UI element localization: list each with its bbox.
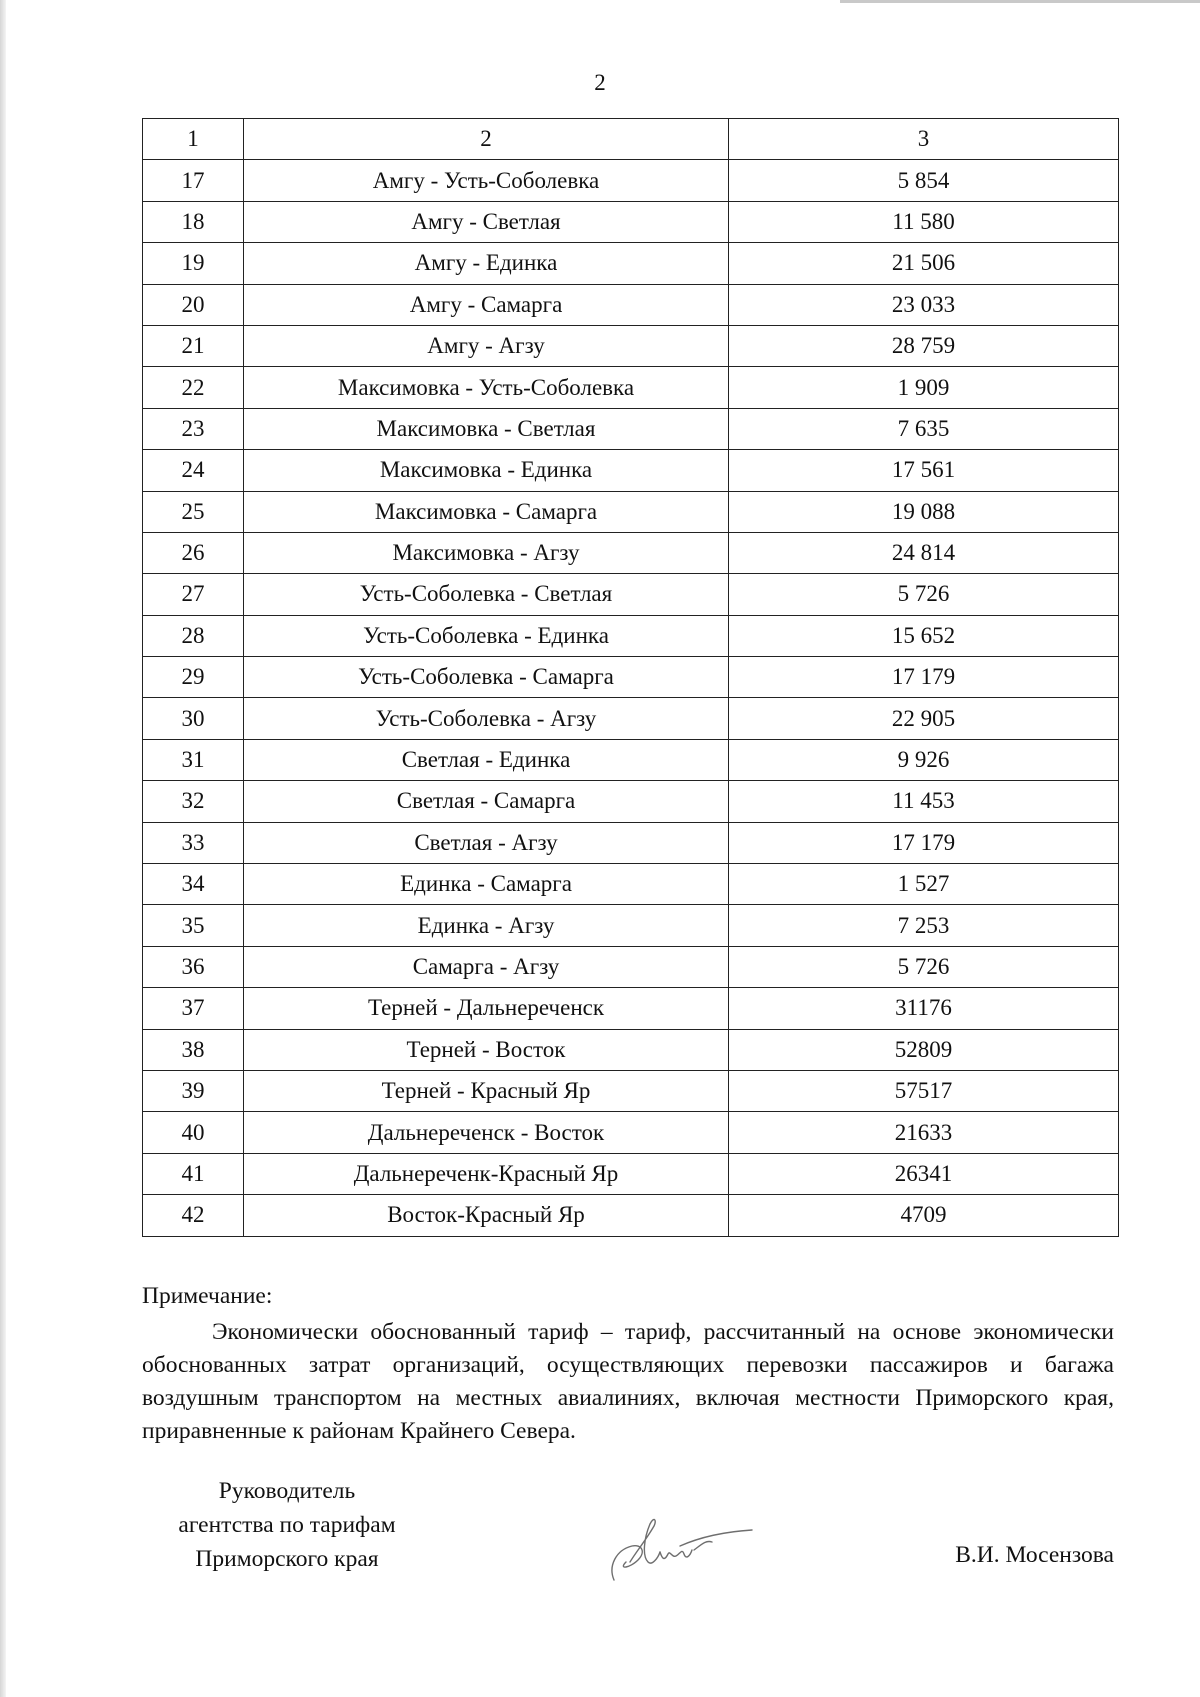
route-cell: Максимовка - Агзу	[244, 532, 729, 573]
route-cell: Усть-Соболевка - Светлая	[244, 574, 729, 615]
tariff-cell: 19 088	[729, 491, 1119, 532]
tariff-cell: 22 905	[729, 698, 1119, 739]
route-cell: Максимовка - Единка	[244, 450, 729, 491]
table-header-row	[143, 119, 1119, 160]
note-title: Примечание:	[142, 1283, 273, 1309]
tariff-cell: 9 926	[729, 739, 1119, 780]
route-cell: Дальнереченк-Красный Яр	[244, 1153, 729, 1194]
column-header-tariff: 3	[729, 119, 1119, 160]
route-cell: Единка - Самарга	[244, 864, 729, 905]
route-cell: Максимовка - Самарга	[244, 491, 729, 532]
row-number-cell: 41	[143, 1153, 244, 1194]
row-number-cell: 19	[143, 243, 244, 284]
row-number-cell: 31	[143, 739, 244, 780]
row-number-cell: 26	[143, 532, 244, 573]
row-number-cell: 33	[143, 822, 244, 863]
scan-edge-top	[840, 0, 1200, 3]
page-number: 2	[594, 70, 606, 95]
row-number-cell: 34	[143, 864, 244, 905]
note-text: Экономически обоснованный тариф – тариф, рассчитанный на основе экономически обоснованных затрат организаций, осуществляющих перевозки пассажиров и багажа воздушным транспортом на местных авиалиниях, включая местности Приморского края, приравненные к районам Крайнего Севера.	[142, 1319, 1114, 1444]
route-cell: Терней - Восток	[244, 1029, 729, 1070]
tariff-cell: 23 033	[729, 284, 1119, 325]
table-row	[143, 450, 1119, 491]
table-row	[143, 491, 1119, 532]
tariff-cell: 26341	[729, 1153, 1119, 1194]
row-number-cell: 22	[143, 367, 244, 408]
tariff-cell: 5 854	[729, 160, 1119, 201]
table-row	[143, 864, 1119, 905]
row-number-cell: 24	[143, 450, 244, 491]
tariff-cell: 31176	[729, 988, 1119, 1029]
tariff-table	[142, 118, 1119, 1237]
tariff-cell: 52809	[729, 1029, 1119, 1070]
table-row	[143, 946, 1119, 987]
tariff-cell: 24 814	[729, 532, 1119, 573]
route-cell: Дальнереченск - Восток	[244, 1112, 729, 1153]
tariff-cell: 5 726	[729, 946, 1119, 987]
tariff-cell: 17 179	[729, 822, 1119, 863]
tariff-cell: 7 635	[729, 408, 1119, 449]
table-body	[143, 160, 1119, 1236]
table-row	[143, 408, 1119, 449]
table-row	[143, 160, 1119, 201]
route-cell: Усть-Соболевка - Единка	[244, 615, 729, 656]
tariff-cell: 28 759	[729, 325, 1119, 366]
row-number-cell: 27	[143, 574, 244, 615]
column-header-route: 2	[244, 119, 729, 160]
tariff-cell: 5 726	[729, 574, 1119, 615]
table-row	[143, 905, 1119, 946]
position-line-2: агентства по тарифам	[178, 1512, 396, 1538]
table-row	[143, 1070, 1119, 1111]
route-cell: Амгу - Самарга	[244, 284, 729, 325]
row-number-cell: 39	[143, 1070, 244, 1111]
signer-position	[142, 1474, 432, 1576]
route-cell: Максимовка - Усть-Соболевка	[244, 367, 729, 408]
table-row	[143, 367, 1119, 408]
tariff-cell: 21 506	[729, 243, 1119, 284]
position-line-3: Приморского края	[195, 1546, 379, 1572]
route-cell: Терней - Дальнереченск	[244, 988, 729, 1029]
tariff-cell: 17 561	[729, 450, 1119, 491]
route-cell: Терней - Красный Яр	[244, 1070, 729, 1111]
route-cell: Амгу - Светлая	[244, 201, 729, 242]
route-cell: Усть-Соболевка - Агзу	[244, 698, 729, 739]
tariff-cell: 1 527	[729, 864, 1119, 905]
route-cell: Светлая - Единка	[244, 739, 729, 780]
table-row	[143, 739, 1119, 780]
tariff-cell: 17 179	[729, 657, 1119, 698]
row-number-cell: 35	[143, 905, 244, 946]
position-line-1: Руководитель	[218, 1478, 356, 1504]
table-row	[143, 1112, 1119, 1153]
row-number-cell: 25	[143, 491, 244, 532]
tariff-cell: 7 253	[729, 905, 1119, 946]
tariff-cell: 57517	[729, 1070, 1119, 1111]
table-row	[143, 284, 1119, 325]
table-row	[143, 201, 1119, 242]
row-number-cell: 36	[143, 946, 244, 987]
row-number-cell: 20	[143, 284, 244, 325]
table-row	[143, 781, 1119, 822]
tariff-cell: 11 580	[729, 201, 1119, 242]
row-number-cell: 32	[143, 781, 244, 822]
row-number-cell: 30	[143, 698, 244, 739]
route-cell: Единка - Агзу	[244, 905, 729, 946]
table-row	[143, 1195, 1119, 1236]
route-cell: Амгу - Единка	[244, 243, 729, 284]
tariff-cell: 1 909	[729, 367, 1119, 408]
table-row	[143, 1029, 1119, 1070]
route-cell: Светлая - Самарга	[244, 781, 729, 822]
tariff-cell: 15 652	[729, 615, 1119, 656]
table-row	[143, 1153, 1119, 1194]
scan-edge-left	[0, 0, 6, 1697]
route-cell: Усть-Соболевка - Самарга	[244, 657, 729, 698]
route-cell: Восток-Красный Яр	[244, 1195, 729, 1236]
route-cell: Амгу - Усть-Соболевка	[244, 160, 729, 201]
route-cell: Самарга - Агзу	[244, 946, 729, 987]
row-number-cell: 21	[143, 325, 244, 366]
table-row	[143, 243, 1119, 284]
row-number-cell: 18	[143, 201, 244, 242]
row-number-cell: 42	[143, 1195, 244, 1236]
row-number-cell: 28	[143, 615, 244, 656]
handwritten-signature	[602, 1500, 762, 1600]
row-number-cell: 29	[143, 657, 244, 698]
table-row	[143, 325, 1119, 366]
tariff-cell: 21633	[729, 1112, 1119, 1153]
table-row	[143, 574, 1119, 615]
row-number-cell: 37	[143, 988, 244, 1029]
tariff-cell: 4709	[729, 1195, 1119, 1236]
table-row	[143, 615, 1119, 656]
column-header-number: 1	[143, 119, 244, 160]
row-number-cell: 23	[143, 408, 244, 449]
table-row	[143, 532, 1119, 573]
table-row	[143, 822, 1119, 863]
table-row	[143, 988, 1119, 1029]
row-number-cell: 38	[143, 1029, 244, 1070]
note	[142, 1280, 1114, 1448]
route-cell: Светлая - Агзу	[244, 822, 729, 863]
table-row	[143, 657, 1119, 698]
row-number-cell: 17	[143, 160, 244, 201]
row-number-cell: 40	[143, 1112, 244, 1153]
signer-name: В.И. Мосензова	[955, 1542, 1114, 1568]
route-cell: Максимовка - Светлая	[244, 408, 729, 449]
table-row	[143, 698, 1119, 739]
tariff-cell: 11 453	[729, 781, 1119, 822]
route-cell: Амгу - Агзу	[244, 325, 729, 366]
